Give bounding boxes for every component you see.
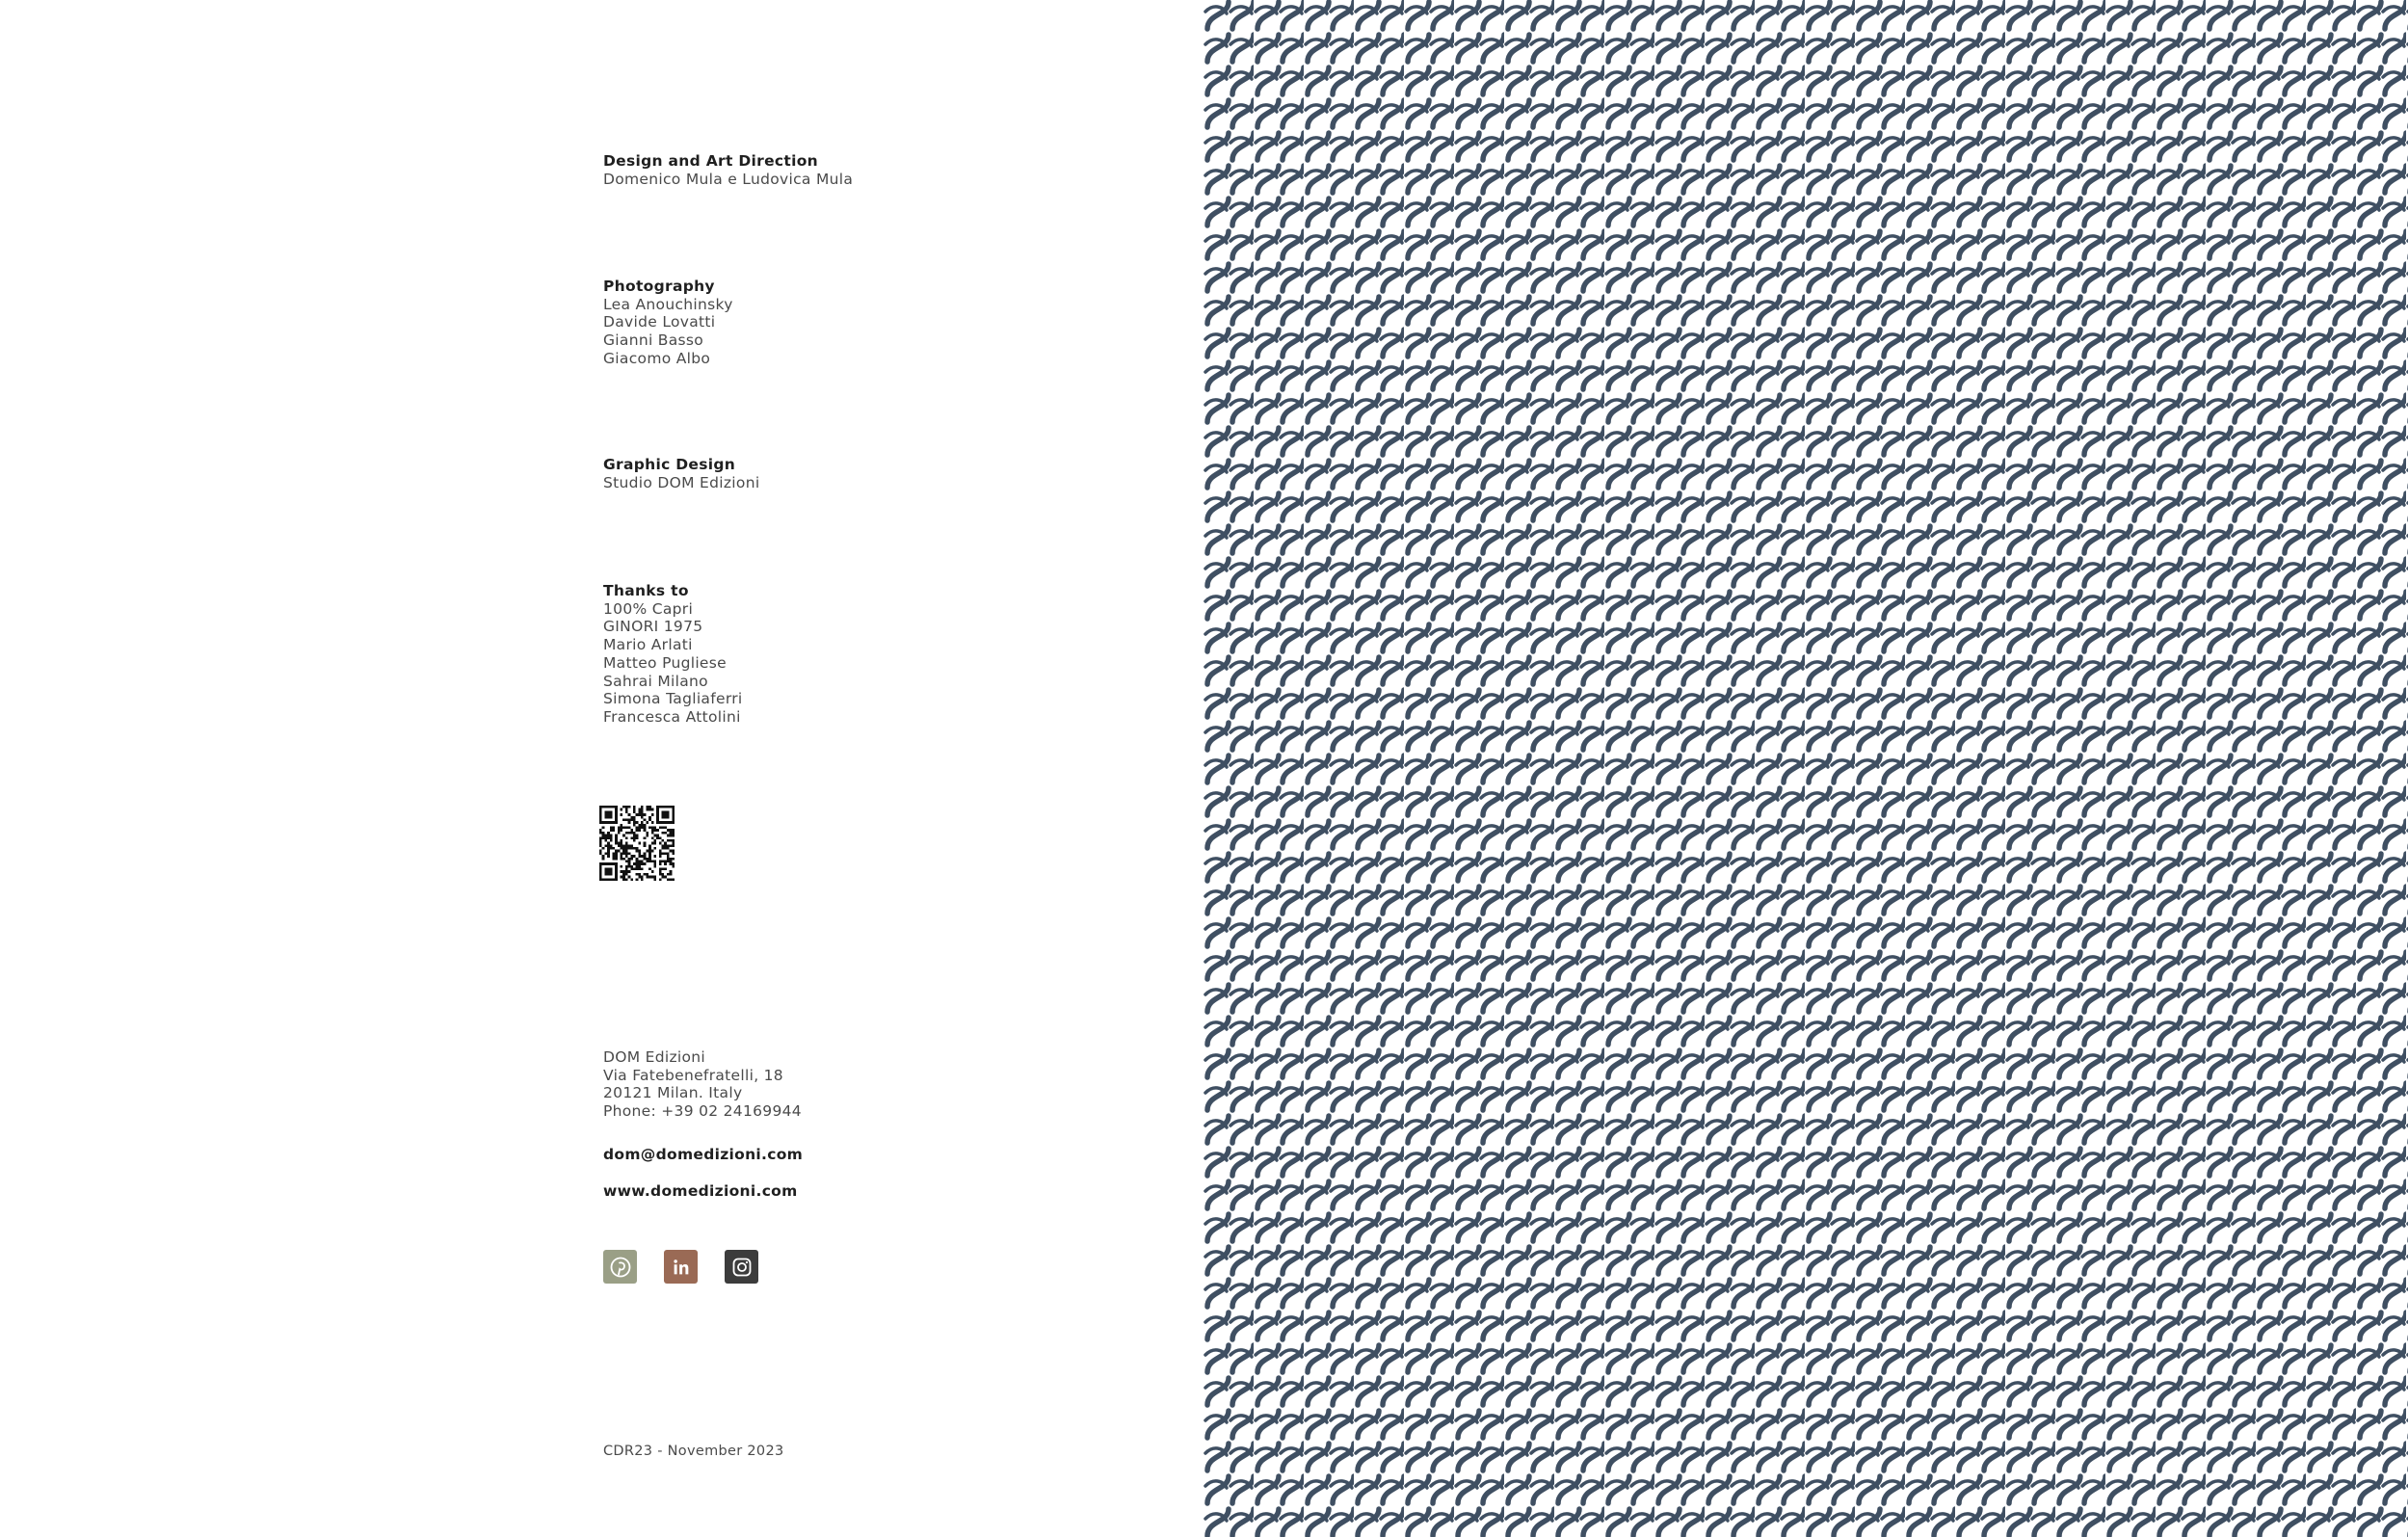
pattern-page [1204, 0, 2408, 1537]
decorative-chain-pattern [1204, 0, 2408, 1537]
phone-number: Phone: +39 02 24169944 [603, 1102, 802, 1121]
pinterest-icon [609, 1256, 632, 1279]
credits-photography [603, 278, 733, 368]
city-address: 20121 Milan. Italy [603, 1084, 743, 1102]
thanks-item: Matteo Pugliese [603, 653, 727, 672]
contact-address [603, 1048, 802, 1121]
photographer-name: Lea Anouchinsky [603, 295, 733, 313]
pinterest-button[interactable] [603, 1250, 637, 1284]
email-link[interactable]: dom@domedizioni.com [603, 1146, 804, 1163]
photographer-name: Giacomo Albo [603, 349, 711, 367]
qr-code[interactable] [599, 806, 675, 881]
street-address: Via Fatebenefratelli, 18 [603, 1066, 783, 1084]
design-heading: Design and Art Direction [603, 152, 819, 170]
linkedin-icon [671, 1257, 692, 1278]
thanks-item: Francesca Attolini [603, 707, 741, 726]
thanks-item: Mario Arlati [603, 636, 693, 654]
thanks-heading: Thanks to [603, 582, 689, 599]
instagram-icon [730, 1256, 754, 1279]
credits-design [603, 152, 853, 188]
photography-heading: Photography [603, 278, 715, 295]
website-link[interactable]: www.domedizioni.com [603, 1182, 798, 1200]
graphic-design-heading: Graphic Design [603, 456, 736, 473]
credits-thanks [603, 582, 743, 727]
linkedin-button[interactable] [664, 1250, 698, 1284]
photographer-name: Davide Lovatti [603, 313, 716, 331]
catalog-code: CDR23 - November 2023 [603, 1444, 784, 1459]
graphic-design-name: Studio DOM Edizioni [603, 473, 760, 491]
photographer-name: Gianni Basso [603, 331, 704, 350]
instagram-button[interactable] [725, 1250, 758, 1284]
company-name: DOM Edizioni [603, 1048, 706, 1066]
design-name: Domenico Mula e Ludovica Mula [603, 170, 854, 188]
thanks-item: Sahrai Milano [603, 672, 708, 690]
thanks-item: 100% Capri [603, 599, 694, 618]
thanks-item: GINORI 1975 [603, 618, 703, 636]
thanks-item: Simona Tagliaferri [603, 690, 743, 708]
credits-graphic-design [603, 456, 759, 491]
